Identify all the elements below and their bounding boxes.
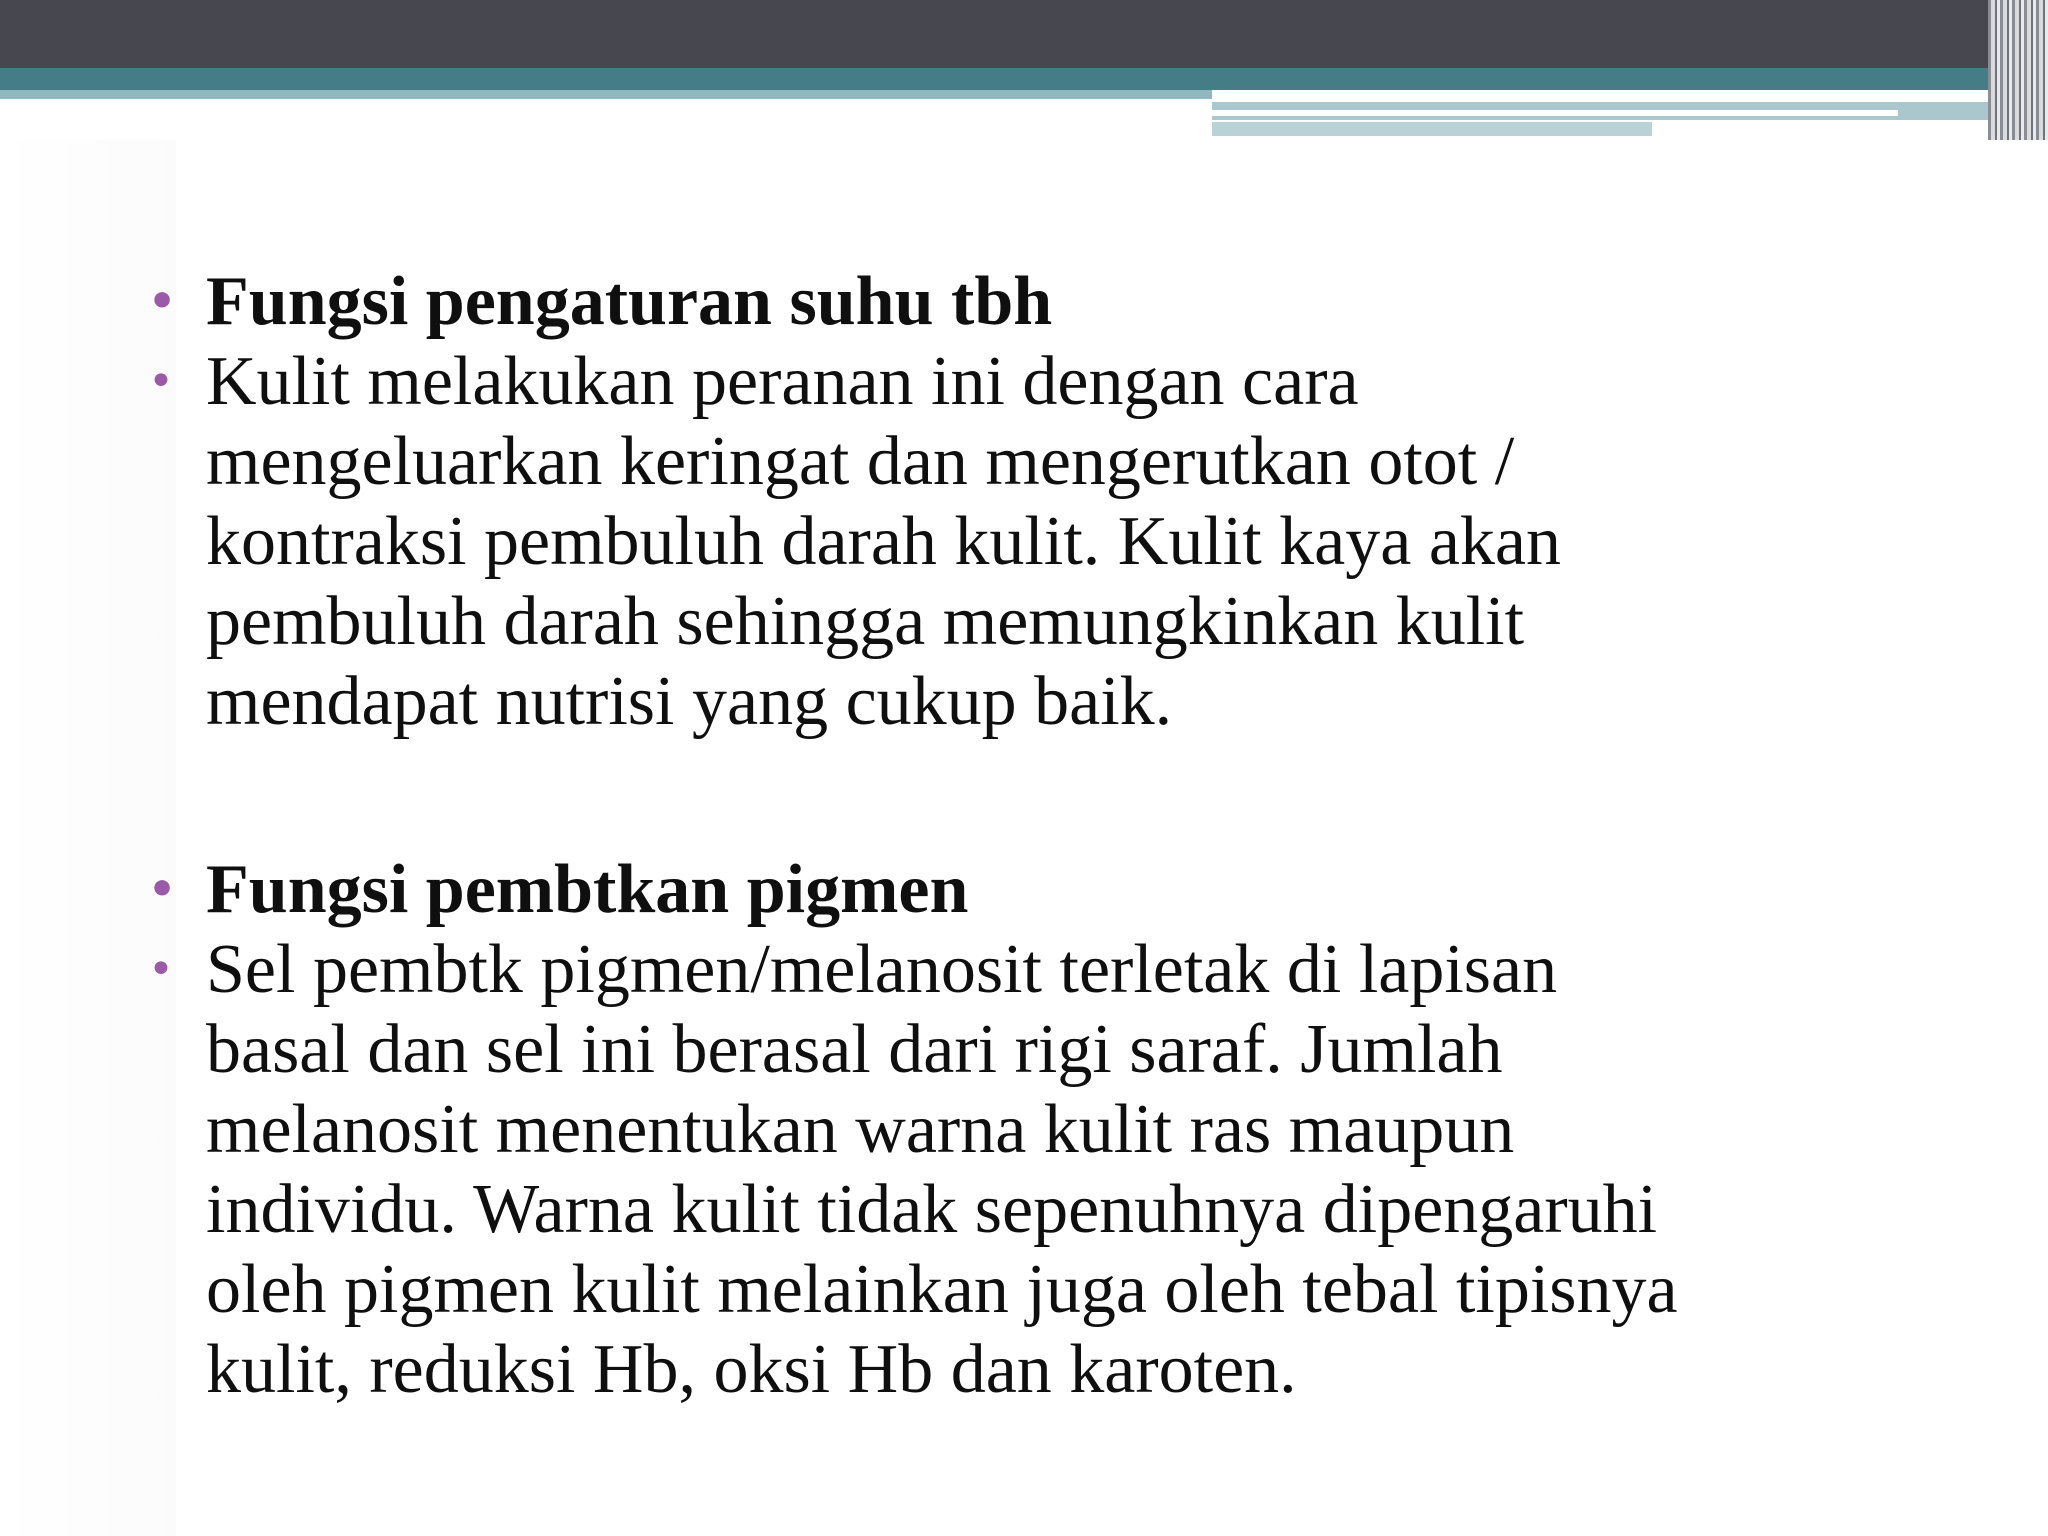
paragraph-line: melanosit menentukan warna kulit ras maupun	[206, 1091, 1515, 1168]
header-right-line	[1212, 110, 1898, 116]
paragraph-line: Kulit melakukan peranan ini dengan cara	[206, 343, 1359, 420]
header-band-teal	[0, 68, 2048, 90]
bullet-heading-pigment	[144, 850, 1944, 930]
header-band-accent	[0, 90, 1212, 99]
bullet-paragraph-temperature	[144, 342, 1944, 742]
paragraph-line: kulit, reduksi Hb, oksi Hb dan karoten.	[206, 1331, 1297, 1408]
bullet-heading-temperature	[144, 262, 1944, 342]
section-spacer	[144, 742, 1944, 850]
bullet-heading-text: Fungsi pembtkan pigmen	[206, 851, 969, 928]
bullet-dot-icon: •	[148, 864, 177, 915]
bullet-dot-icon: •	[148, 276, 177, 327]
paragraph-line: pembuluh darah sehingga memungkinkan kulit	[206, 583, 1525, 660]
paragraph-line: mendapat nutrisi yang cukup baik.	[206, 663, 1173, 740]
slide-body	[144, 262, 1944, 1410]
paragraph-line: individu. Warna kulit tidak sepenuhnya dipengaruhi	[206, 1171, 1658, 1248]
header-right-stripes	[1988, 0, 2048, 140]
paragraph-line: basal dan sel ini berasal dari rigi saraf. Jumlah	[206, 1011, 1503, 1088]
paragraph-line: Sel pembtk pigmen/melanosit terletak di lapisan	[206, 931, 1558, 1008]
header-right-accent-lower	[1212, 122, 1652, 136]
bullet-paragraph-pigment	[144, 930, 1944, 1410]
bullet-dot-icon: •	[148, 356, 174, 407]
bullet-dot-icon: •	[148, 944, 174, 995]
paragraph-line: kontraksi pembuluh darah kulit. Kulit kaya akan	[206, 503, 1561, 580]
paragraph-line: mengeluarkan keringat dan mengerutkan otot /	[206, 423, 1515, 500]
paragraph-line: oleh pigmen kulit melainkan juga oleh tebal tipisnya	[206, 1251, 1678, 1328]
bullet-heading-text: Fungsi pengaturan suhu tbh	[206, 263, 1053, 340]
header-band-dark	[0, 0, 2048, 68]
